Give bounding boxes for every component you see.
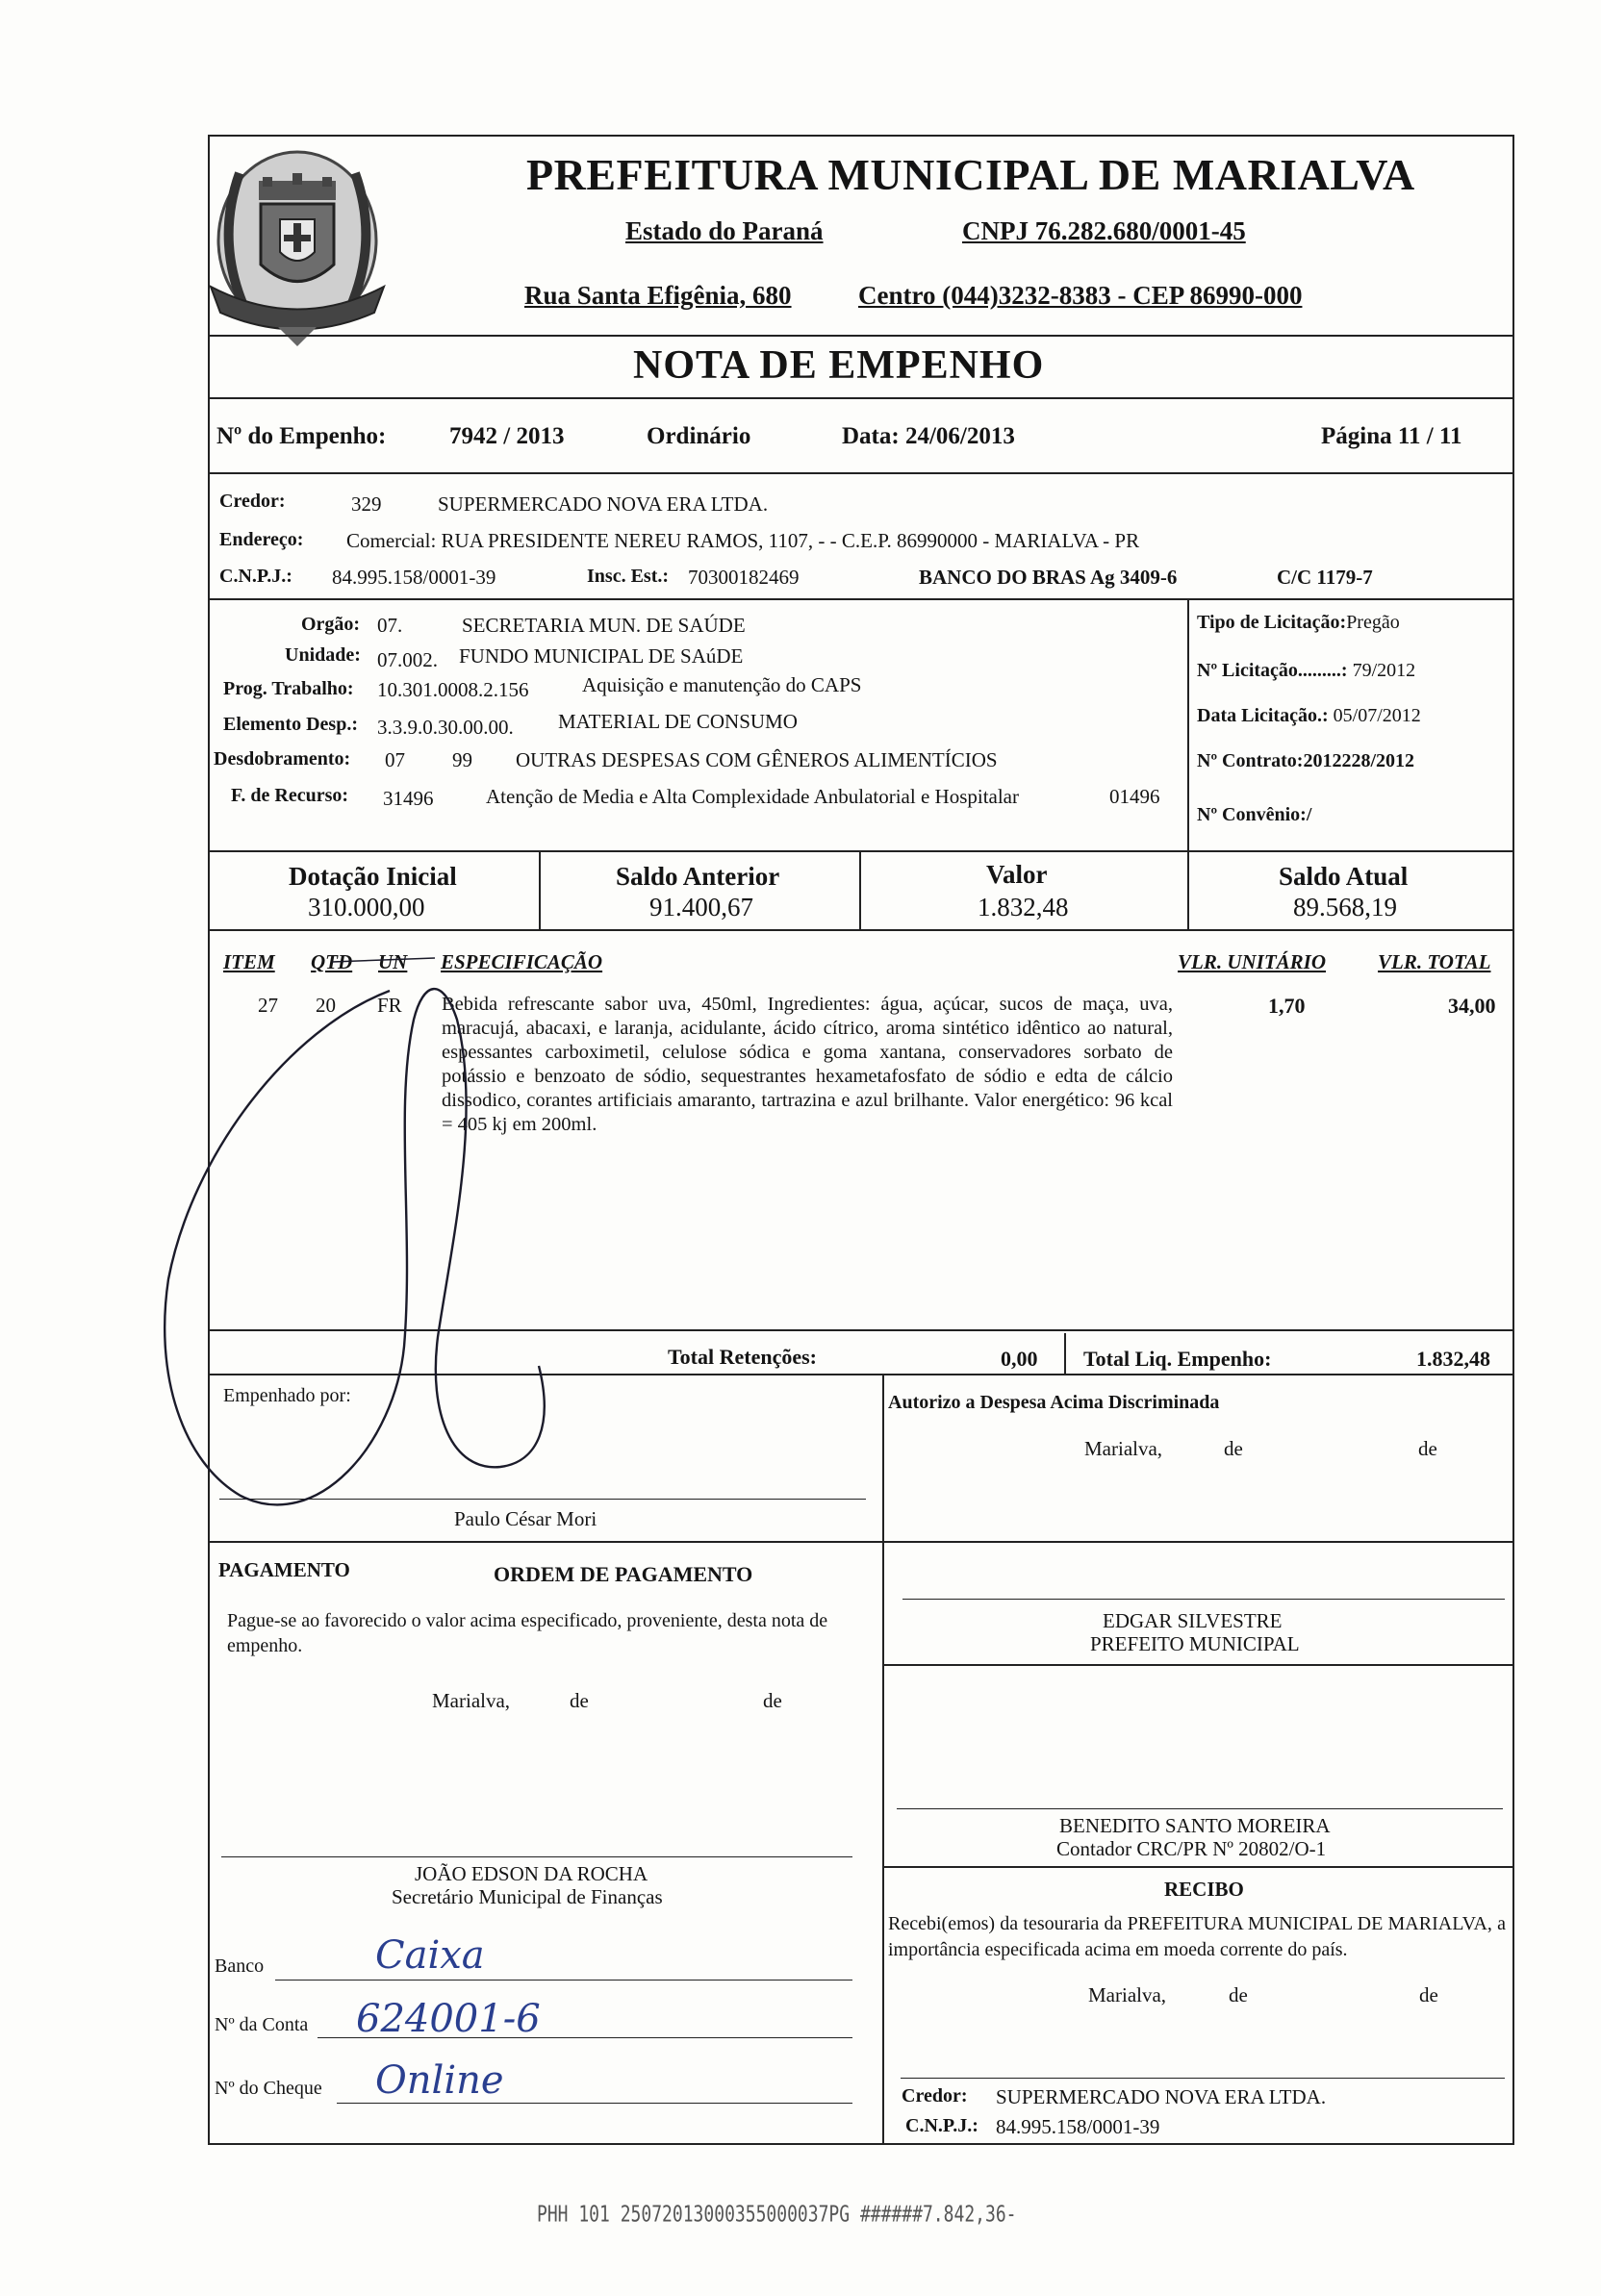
header-contact: Centro (044)3232-8383 - CEP 86990-000 [858,281,1303,310]
cnpj-label: C.N.P.J.: [219,566,292,587]
prefeito-name: EDGAR SILVESTRE [1103,1609,1283,1632]
licitacao-tipo: Tipo de Licitação:Pregão [1197,612,1400,633]
recibo-de-1: de [1229,1983,1248,2006]
page-title: PREFEITURA MUNICIPAL DE MARIALVA [526,150,1415,199]
banco-label: Banco [215,1955,265,1977]
recibo-cnpj: 84.995.158/0001-39 [996,2115,1160,2138]
banco-handwritten: Caixa [375,1933,485,1978]
col-qtd: QTD [311,950,353,973]
orgao-code: 07. [377,614,403,637]
document-title: NOTA DE EMPENHO [633,343,1045,388]
insc-value: 70300182469 [688,566,800,589]
row-specification: Bebida refrescante sabor uva, 450ml, Ingredientes: água, açúcar, sucos de maça, uva, maracujá, abacaxi, e laranja, acidulante, ácido cítrico, aroma sintético idêntico ao natural, espessantes carboximetil, celulose sódica e goma xantana, conservadores sorbato de potássio e benzoato de sódio, sequestrantes hexametafosfato de sódio e edta de cálcio dissodico, corantes artificiais amaranto, tartrazina e azul brilhante. Valor energético: 96 kcal = 405 kj em 200ml. [442,994,1173,1135]
col-item: ITEM [223,950,275,973]
orgao-name: SECRETARIA MUN. DE SAÚDE [462,614,746,637]
convenio-numero: Nº Convênio:/ [1197,804,1312,825]
valor-label: Valor [986,860,1048,889]
row-qtd: 20 [316,994,336,1017]
orgao-label: Orgão: [301,614,361,635]
state-name: Estado do Paraná [625,216,824,245]
valor-value: 1.832,48 [978,893,1069,921]
elemento-label: Elemento Desp.: [223,714,358,735]
row-un: FR [377,994,402,1017]
col-total-value: VLR. TOTAL [1378,950,1491,973]
conta-handwritten: 624001-6 [356,1997,541,2041]
contador-role: Contador CRC/PR Nº 20802/O-1 [1056,1837,1327,1860]
credor-name: SUPERMERCADO NOVA ERA LTDA. [438,492,769,516]
secretario-role: Secretário Municipal de Finanças [392,1885,663,1908]
secretario-name: JOÃO EDSON DA ROCHA [415,1862,648,1885]
bank-info: BANCO DO BRAS Ag 3409-6 [919,566,1178,589]
licitacao-numero: Nº Licitação.........: 79/2012 [1197,660,1416,681]
unidade-name: FUNDO MUNICIPAL DE SAúDE [459,644,744,668]
recurso-extra: 01496 [1109,785,1160,808]
col-spec: ESPECIFICAÇÃO [441,950,603,973]
account-info: C/C 1179-7 [1277,566,1373,589]
col-un: UN [378,950,408,973]
address-label: Endereço: [219,529,304,550]
empenho-date: Data: 24/06/2013 [842,423,1015,449]
empenho-label: Nº do Empenho: [216,423,387,449]
empenho-number: 7942 / 2013 [449,423,565,449]
ordem-pagamento-label: ORDEM DE PAGAMENTO [494,1562,753,1586]
dotacao-value: 310.000,00 [308,893,425,921]
page-number: Página 11 / 11 [1321,423,1462,449]
autorizo-city: Marialva, [1084,1437,1163,1460]
pagamento-text: Pague-se ao favorecido o valor acima especificado, proveniente, desta nota de empenho. [227,1610,828,1656]
recibo-credor-label: Credor: [902,2085,968,2107]
saldo-atual-label: Saldo Atual [1279,862,1409,891]
pagamento-de-2: de [763,1689,782,1712]
credor-label: Credor: [219,491,286,512]
row-total-value: 34,00 [1448,994,1496,1018]
retencoes-value: 0,00 [1001,1347,1038,1371]
desdobramento-name: OUTRAS DESPESAS COM GÊNEROS ALIMENTÍCIOS [516,748,998,771]
desdobramento-b: 99 [452,748,472,771]
footer-code: PHH 101 25072013000355000037PG ######7.842,36- [537,2201,1017,2229]
prog-code: 10.301.0008.2.156 [377,678,529,701]
contador-name: BENEDITO SANTO MOREIRA [1059,1814,1331,1837]
credor-address: Comercial: RUA PRESIDENTE NEREU RAMOS, 1107, - - C.E.P. 86990000 - MARIALVA - PR [346,529,1140,552]
col-unit-value: VLR. UNITÁRIO [1178,950,1327,973]
recibo-city: Marialva, [1088,1983,1167,2006]
conta-label: Nº da Conta [215,2014,309,2035]
row-item: 27 [258,994,278,1017]
saldo-atual-value: 89.568,19 [1293,893,1397,921]
saldo-anterior-label: Saldo Anterior [616,862,780,891]
credor-code: 329 [351,492,382,516]
recibo-credor: SUPERMERCADO NOVA ERA LTDA. [996,2085,1327,2108]
autorizo-text: Autorizo a Despesa Acima Discriminada [888,1392,1220,1413]
insc-label: Insc. Est.: [587,566,670,587]
elemento-code: 3.3.9.0.30.00.00. [377,716,514,739]
retencoes-label: Total Retenções: [668,1345,817,1369]
pagamento-city: Marialva, [432,1689,511,1712]
saldo-anterior-value: 91.400,67 [649,893,753,921]
licitacao-data: Data Licitação.: 05/07/2012 [1197,705,1421,726]
unidade-label: Unidade: [285,644,361,666]
liquido-label: Total Liq. Empenho: [1083,1347,1272,1371]
recibo-cnpj-label: C.N.P.J.: [905,2115,978,2136]
desdobramento-a: 07 [385,748,405,771]
recurso-code: 31496 [383,787,434,810]
cheque-handwritten: Online [375,2058,504,2103]
dotacao-label: Dotação Inicial [289,862,457,891]
desdobramento-label: Desdobramento: [214,748,351,770]
cheque-label: Nº do Cheque [215,2078,322,2099]
pagamento-label: PAGAMENTO [218,1558,350,1581]
liquido-value: 1.832,48 [1416,1347,1490,1371]
empenhado-name: Paulo César Mori [454,1507,597,1530]
autorizo-de-2: de [1418,1437,1437,1460]
header-address: Rua Santa Efigênia, 680 [524,281,792,310]
autorizo-de-1: de [1224,1437,1243,1460]
credor-cnpj: 84.995.158/0001-39 [332,566,496,589]
contrato-numero: Nº Contrato:2012228/2012 [1197,750,1415,771]
empenhado-label: Empenhado por: [223,1385,351,1406]
recurso-label: F. de Recurso: [231,785,349,806]
prog-label: Prog. Trabalho: [223,678,354,699]
recibo-text: Recebi(emos) da tesouraria da PREFEITURA MUNICIPAL DE MARIALVA, a importância especificada acima em moeda corrente do país. [888,1913,1506,1960]
prog-name: Aquisição e manutenção do CAPS [582,673,862,696]
recurso-name: Atenção de Media e Alta Complexidade Anbulatorial e Hospitalar [486,785,1019,808]
header-cnpj: CNPJ 76.282.680/0001-45 [962,216,1246,245]
pagamento-de-1: de [570,1689,589,1712]
elemento-name: MATERIAL DE CONSUMO [558,710,798,733]
row-unit-value: 1,70 [1268,994,1306,1018]
recibo-label: RECIBO [1164,1878,1244,1901]
prefeito-role: PREFEITO MUNICIPAL [1090,1632,1300,1655]
recibo-de-2: de [1419,1983,1438,2006]
empenho-type: Ordinário [647,423,751,449]
unidade-code: 07.002. [377,648,438,671]
